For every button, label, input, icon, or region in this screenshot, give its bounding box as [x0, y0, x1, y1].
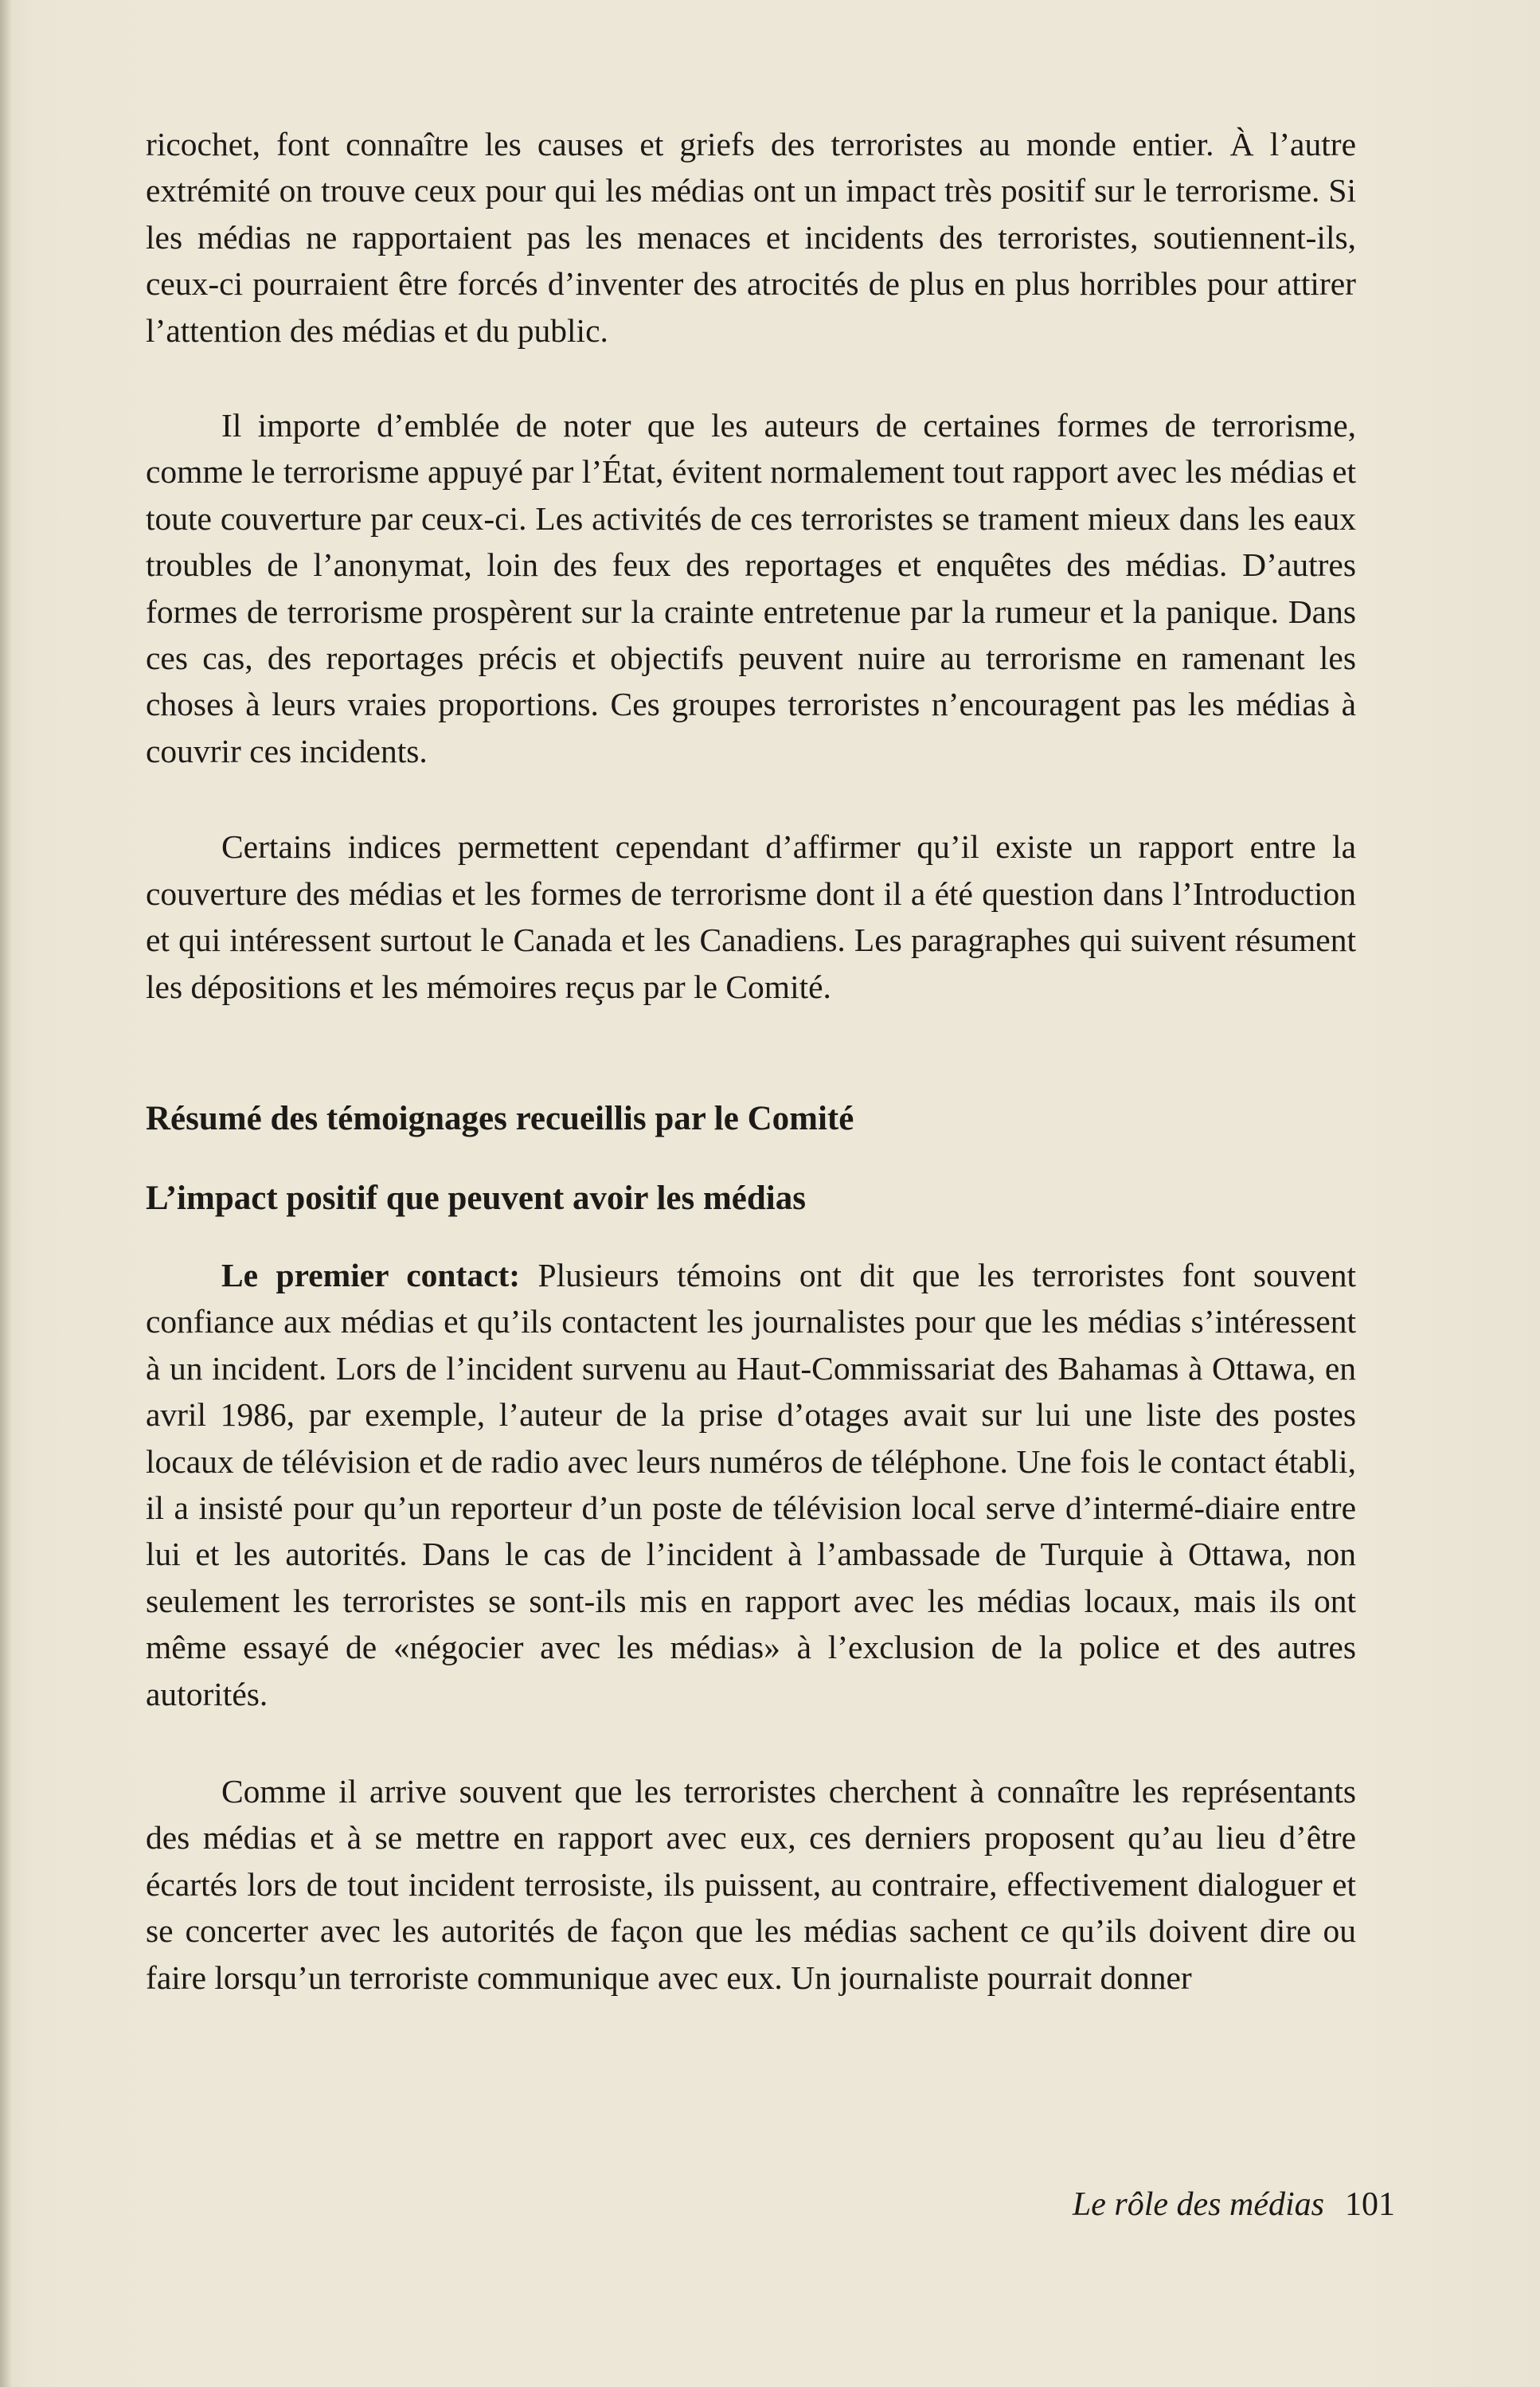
- page-footer: [1073, 2181, 1395, 2229]
- binding-shadow: [0, 0, 11, 2387]
- body-text: [146, 121, 1356, 2001]
- run-in-heading: Le premier contact:: [221, 1256, 521, 1293]
- paragraph-5: Comme il arrive souvent que les terroristes cherchent à connaître les représentants des médias et à se mettre en rapport avec eux, ces derniers proposent qu’au lieu d’être écartés lors de tout incident terrosiste, ils puissent, au contraire, effectivement dialoguer et se concerter avec les autorités de façon que les médias sachent ce qu’ils doivent dire ou faire lorsqu’un terroriste communique avec eux. Un journaliste pourrait donner: [146, 1772, 1356, 1996]
- paragraph-1: ricochet, font connaître les causes et griefs des terroristes au monde entier. À l’autre extrémité on trouve ceux pour qui les médias ont un impact très positif sur le terrorisme. Si les médias ne rapportaient pas les menaces et incidents des terroristes, soutiennent-ils, ceux-ci pourraient être forcés d’inventer des atrocités de plus en plus horribles pour attirer l’attention des médias et du public.: [146, 126, 1356, 349]
- paragraph-4: [146, 1252, 1356, 1717]
- paragraph-2: Il importe d’emblée de noter que les auteurs de certaines formes de terrorisme, comme le terrorisme appuyé par l’État, évitent normalement tout rapport avec les médias et toute couverture par ceux-ci. Les activités de ces terroristes se trament mieux dans les eaux troubles de l’anonymat, loin des feux des reportages et enquêtes des médias. D’autres formes de terrorisme prospèrent sur la crainte entretenue par la rumeur et la panique. Dans ces cas, des reportages précis et objectifs peuvent nuire au terrorisme en ramenant les choses à leurs vraies proportions. Ces groupes terroristes n’encouragent pas les médias à couvrir ces incidents.: [146, 407, 1356, 769]
- paragraph-4-text: Plusieurs témoins ont dit que les terroristes font souvent confiance aux médias et qu’ils contactent les journalistes pour que les médias s’intéressent à un incident. Lors de l’incident survenu au Haut-Commissariat des Bahamas à Ottawa, en avril 1986, par exemple, l’auteur de la prise d’otages avait sur lui une liste des postes locaux de télévision et de radio avec leurs numéros de téléphone. Une fois le contact établi, il a insisté pour qu’un reporteur d’un poste de télévision local serve d’intermé-diaire entre lui et les autorités. Dans le cas de l’incident à l’ambassade de Turquie à Ottawa, non seulement les terroristes se sont-ils mis en rapport avec les médias locaux, mais ils ont même essayé de «négocier avec les médias» à l’exclusion de la police et des autres autorités.: [146, 1256, 1357, 1712]
- subsection-heading: L’impact positif que peuvent avoir les médias: [146, 1179, 806, 1217]
- section-heading: Résumé des témoignages recueillis par le Comité: [146, 1099, 854, 1137]
- running-footer-title: Le rôle des médias: [1072, 2186, 1324, 2223]
- paragraph-3: Certains indices permettent cependant d’affirmer qu’il existe un rapport entre la couverture des médias et les formes de terrorisme dont il a été question dans l’Introduction et qui intéressent surtout le Canada et les Canadiens. Les paragraphes qui suivent résument les dépositions et les mémoires reçus par le Comité.: [146, 828, 1356, 1005]
- page-number: 101: [1345, 2186, 1395, 2223]
